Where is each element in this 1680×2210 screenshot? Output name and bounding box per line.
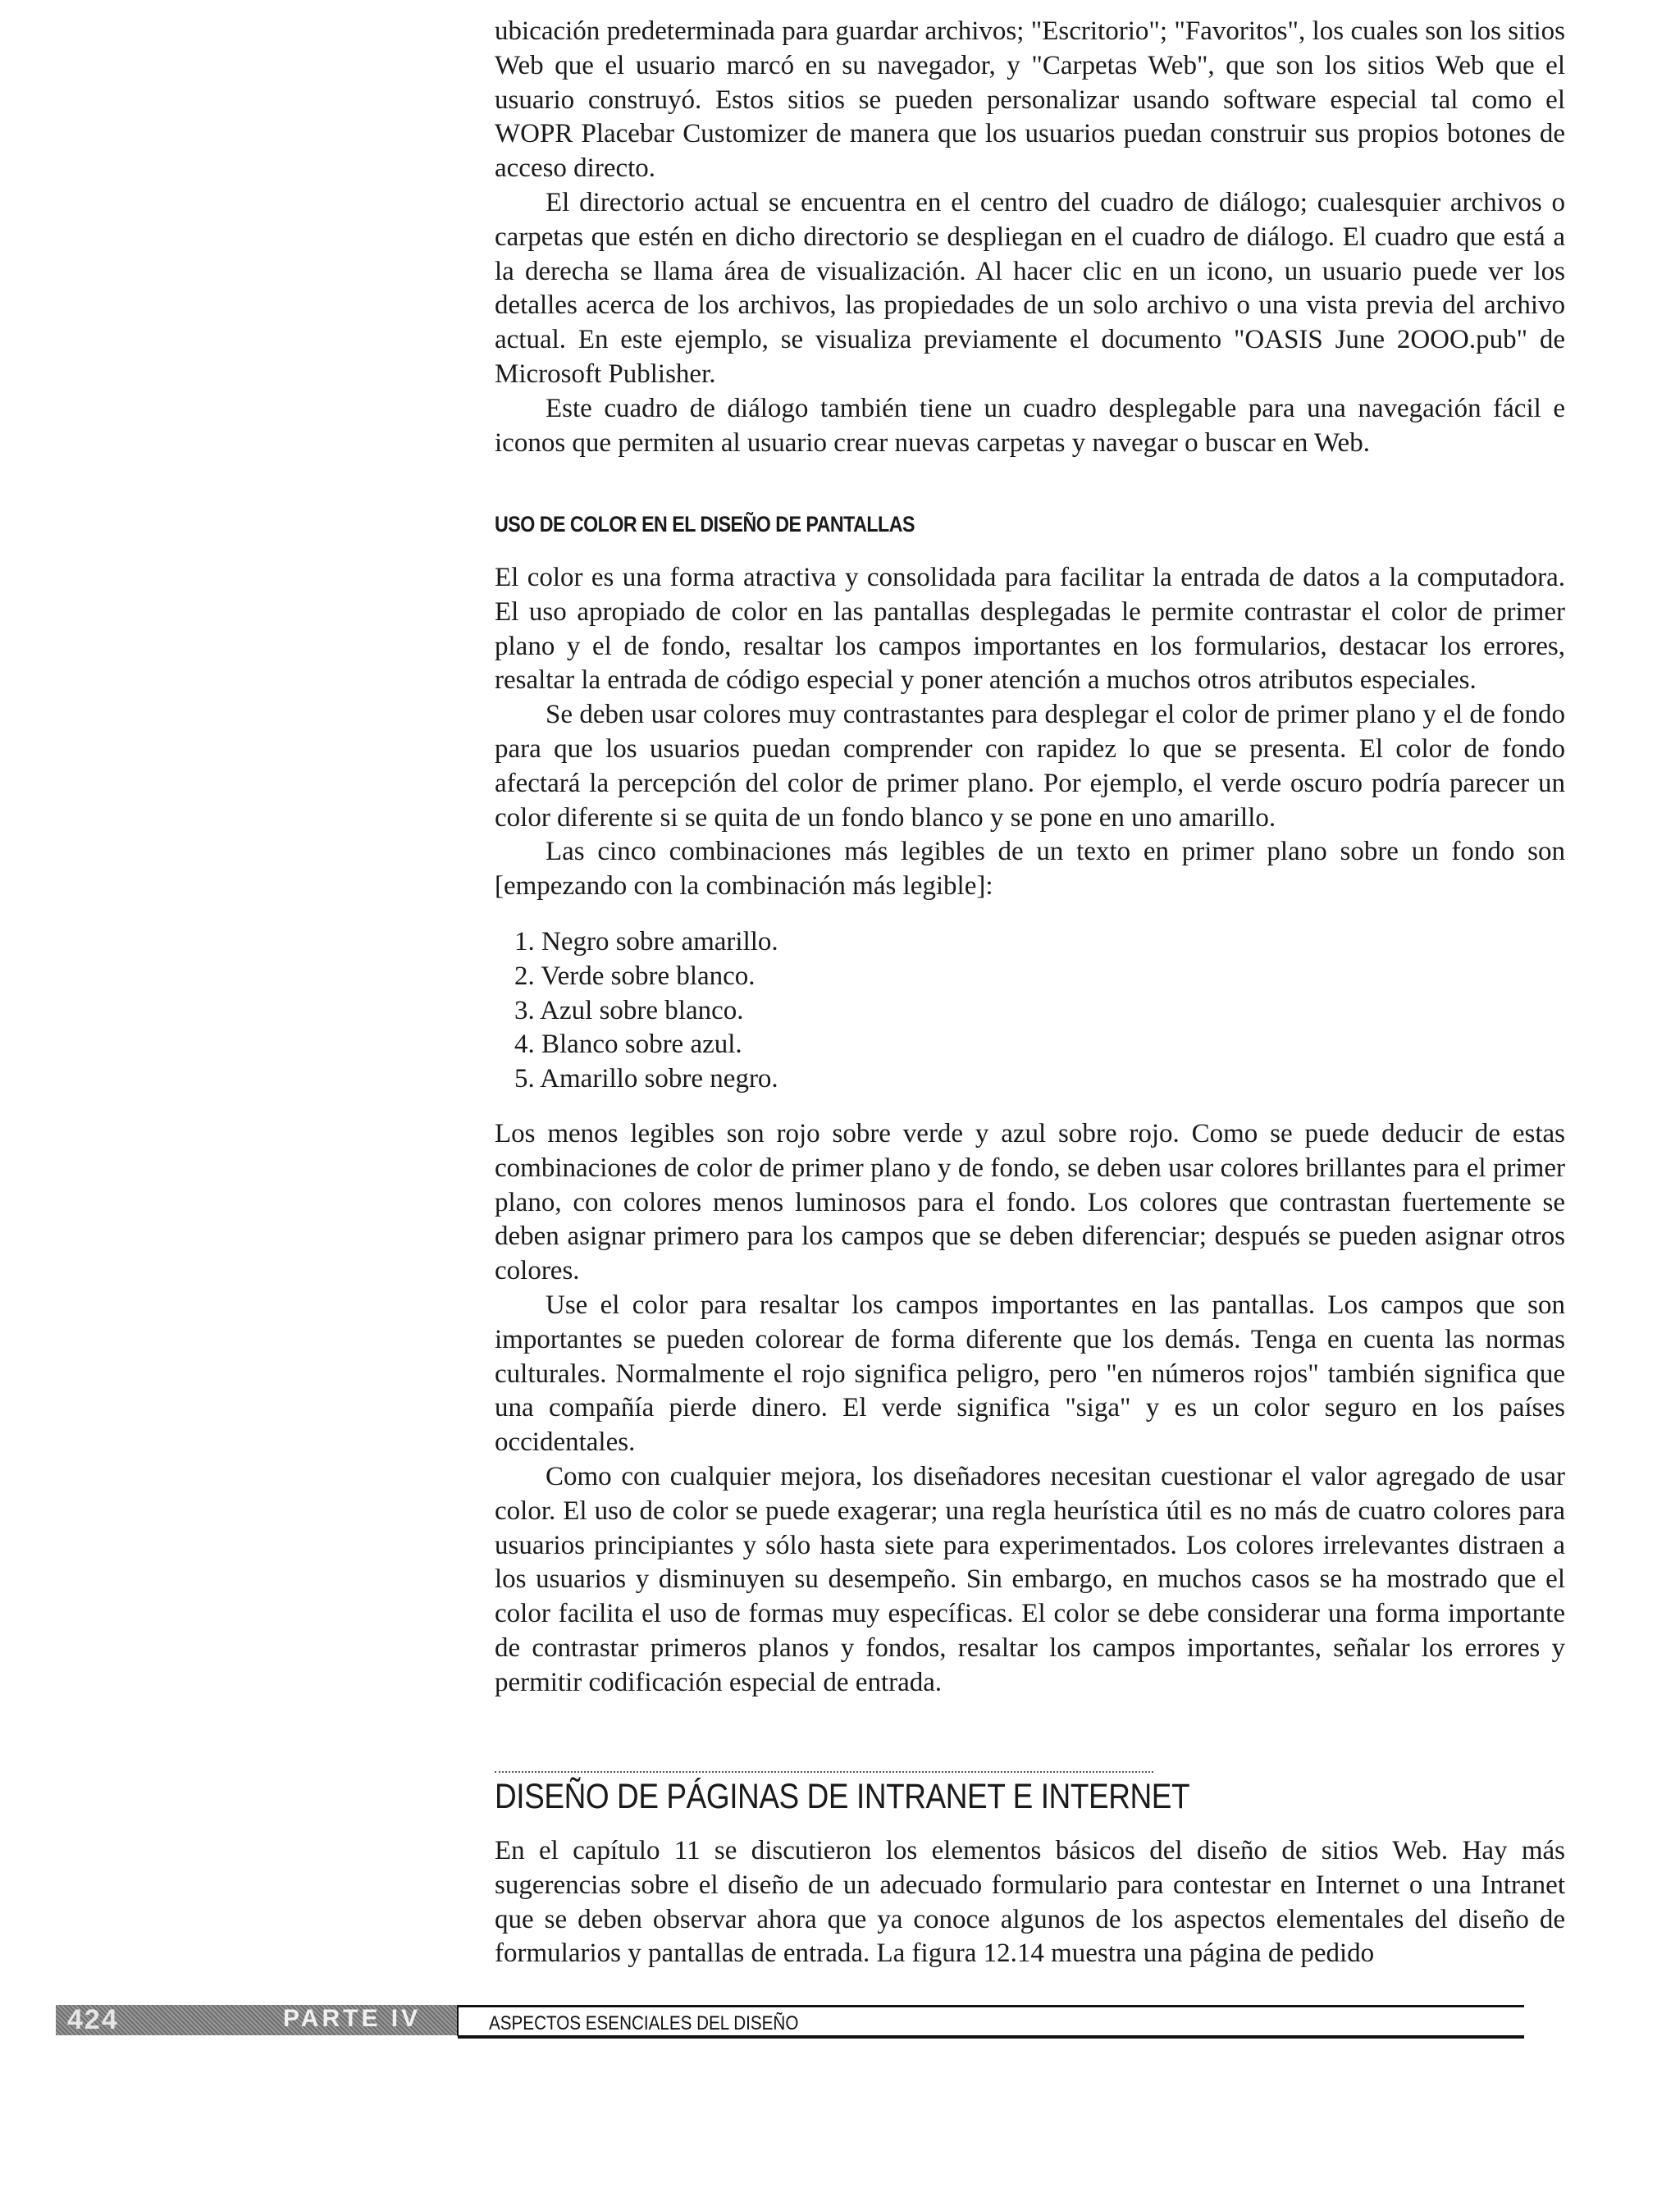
footer-part-label: PARTE IV	[283, 2005, 422, 2032]
list-item: 4. Blanco sobre azul.	[514, 1030, 742, 1060]
list-item: 2. Verde sobre blanco.	[514, 961, 756, 991]
paragraph: Como con cualquier mejora, los diseñadores necesitan cuestionar el valor agregado de usar color. El uso de color se puede exagerar; una regla heurística útil es no más de cuatro colores para usuarios principiantes y sólo hasta siete para experimentados. Los colores irrelevantes distraen a los usuarios y disminuyen su desempeño. Sin embargo, en muchos casos se ha mostrado que el color facilita el uso de formas muy específicas. El color se debe considerar una forma importante de contrastar primeros planos y fondos, resaltar los campos importantes, señalar los errores y permitir codificación especial de entrada.	[495, 1461, 1565, 1697]
paragraph: En el capítulo 11 se discutieron los elementos básicos del diseño de sitios Web. Hay más sugerencias sobre el diseño de un adecuado formulario para contestar en Internet o una Intranet que se deben observar ahora que ya conoce algunos de los aspectos elementales del diseño de formularios y pantallas de entrada. La figura 12.14 muestra una página de pedido	[495, 1836, 1565, 1969]
footer-rule-bottom	[458, 2035, 1524, 2039]
page-number: 424	[67, 2004, 119, 2035]
list-item: 5. Amarillo sobre negro.	[514, 1064, 778, 1094]
list-item: 1. Negro sobre amarillo.	[514, 927, 778, 957]
paragraph: El directorio actual se encuentra en el centro del cuadro de diálogo; cualesquier archivos o carpetas que estén en dicho directorio se despliegan en el cuadro de diálogo. El cuadro que está a la derecha se llama área de visualización. Al hacer clic en un icono, un usuario puede ver los detalles acerca de los archivos, las propiedades de un solo archivo o una vista previa del archivo actual. En este ejemplo, se visualiza previamente el documento "OASIS June 2OOO.pub" de Microsoft Publisher.	[495, 187, 1565, 389]
body-text-block-3	[495, 1117, 1565, 1701]
chapter-section-heading: DISEÑO DE PÁGINAS DE INTRANET E INTERNET	[495, 1777, 1190, 1816]
body-text-block-4	[495, 1834, 1565, 1971]
paragraph: Use el color para resaltar los campos importantes en las pantallas. Los campos que son importantes se pueden colorear de forma diferente que los demás. Tenga en cuenta las normas culturales. Normalmente el rojo significa peligro, pero "en números rojos" también significa que una compañía pierde dinero. El verde significa "siga" y es un color seguro en los países occidentales.	[495, 1290, 1565, 1458]
footer-rule-top	[458, 2005, 1524, 2007]
list-item: 3. Azul sobre blanco.	[514, 995, 744, 1025]
paragraph: El color es una forma atractiva y consolidada para facilitar la entrada de datos a la computadora. El uso apropiado de color en las pantallas desplegadas le permite contrastar el color de primer plano y el de fondo, resaltar los campos importantes en los formularios, destacar los errores, resaltar la entrada de código especial y poner atención a muchos otros atributos especiales.	[495, 563, 1565, 696]
section-heading: USO DE COLOR EN EL DISEÑO DE PANTALLAS	[495, 512, 915, 537]
body-text-block-2	[495, 561, 1565, 904]
paragraph: Este cuadro de diálogo también tiene un cuadro desplegable para una navegación fácil e iconos que permiten al usuario crear nuevas carpetas y navegar o buscar en Web.	[495, 393, 1565, 458]
paragraph: Los menos legibles son rojo sobre verde y azul sobre rojo. Como se puede deducir de estas combinaciones de color de primer plano y de fondo, se deben usar colores brillantes para el primer plano, con colores menos luminosos para el fondo. Los colores que contrastan fuertemente se deben asignar primero para los campos que se deben diferenciar; después se pueden asignar otros colores.	[495, 1119, 1565, 1286]
paragraph: ubicación predeterminada para guardar archivos; "Escritorio"; "Favoritos", los cuales son los sitios Web que el usuario marcó en su navegador, y "Carpetas Web", que son los sitios Web que el usuario construyó. Estos sitios se pueden personalizar usando software especial tal como el WOPR Placebar Customizer de manera que los usuarios puedan construir sus propios botones de acceso directo.	[495, 16, 1565, 184]
running-footer-title: ASPECTOS ESENCIALES DEL DISEÑO	[489, 2012, 799, 2034]
paragraph: Las cinco combinaciones más legibles de un texto en primer plano sobre un fondo son [empezando con la combinación más legible]:	[495, 837, 1565, 902]
heading-rule	[495, 1771, 1153, 1773]
paragraph: Se deben usar colores muy contrastantes para desplegar el color de primer plano y el de fondo para que los usuarios puedan comprender con rapidez lo que se presenta. El color de fondo afectará la percepción del color de primer plano. Por ejemplo, el verde oscuro podría parecer un color diferente si se quita de un fondo blanco y se pone en uno amarillo.	[495, 700, 1565, 833]
footer-divider	[457, 2005, 459, 2036]
legible-combinations-list	[514, 925, 778, 1097]
body-text-block-1	[495, 15, 1565, 460]
